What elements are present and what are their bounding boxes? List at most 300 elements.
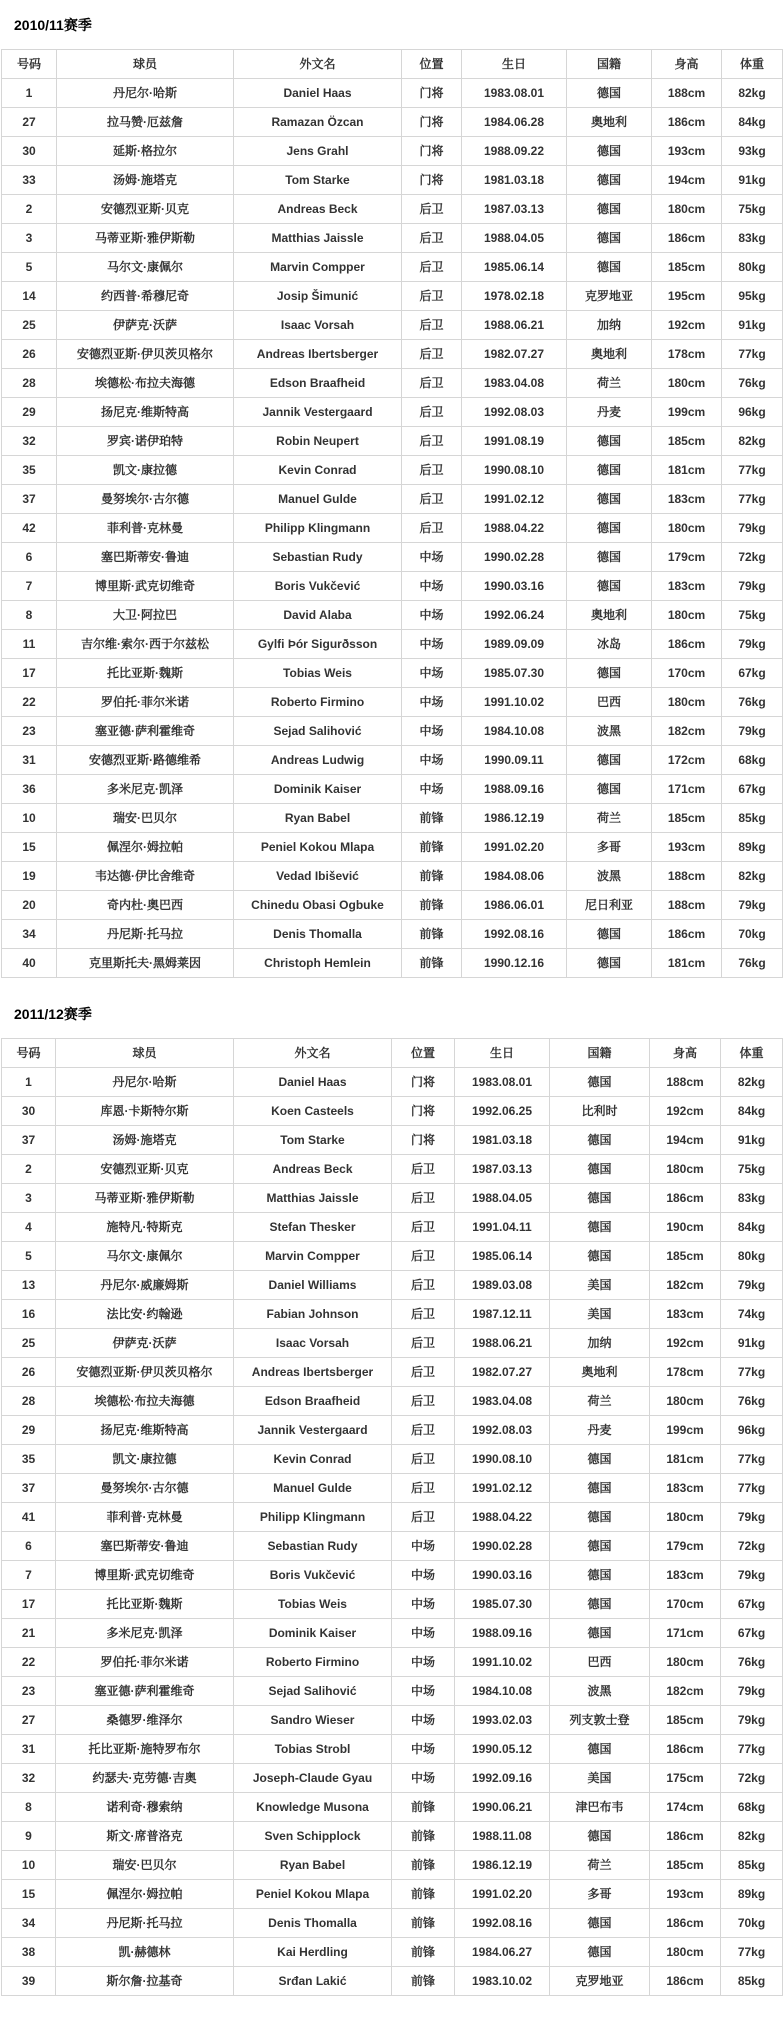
cell-number: 29 xyxy=(2,1416,56,1445)
cell-foreign-name: Andreas Beck xyxy=(234,195,402,224)
cell-player-name: 瑞安·巴贝尔 xyxy=(56,1851,234,1880)
cell-height: 186cm xyxy=(652,224,722,253)
cell-player-name: 菲利普·克林曼 xyxy=(56,1503,234,1532)
table-row xyxy=(2,1590,783,1619)
cell-height: 180cm xyxy=(650,1155,721,1184)
cell-birthday: 1987.12.11 xyxy=(455,1300,550,1329)
table-row xyxy=(2,572,783,601)
cell-weight: 84kg xyxy=(721,1213,783,1242)
cell-foreign-name: Matthias Jaissle xyxy=(234,224,402,253)
cell-height: 180cm xyxy=(652,601,722,630)
cell-number: 16 xyxy=(2,1300,56,1329)
cell-foreign-name: Koen Casteels xyxy=(234,1097,392,1126)
cell-height: 183cm xyxy=(650,1561,721,1590)
cell-height: 186cm xyxy=(652,920,722,949)
cell-nationality: 德国 xyxy=(567,543,652,572)
cell-foreign-name: Tobias Weis xyxy=(234,659,402,688)
cell-weight: 91kg xyxy=(722,166,783,195)
cell-foreign-name: Joseph-Claude Gyau xyxy=(234,1764,392,1793)
cell-weight: 77kg xyxy=(722,340,783,369)
cell-weight: 75kg xyxy=(722,195,783,224)
cell-number: 17 xyxy=(2,659,57,688)
cell-position: 后卫 xyxy=(392,1474,455,1503)
table-row xyxy=(2,1155,783,1184)
cell-birthday: 1986.06.01 xyxy=(462,891,567,920)
cell-nationality: 德国 xyxy=(550,1213,650,1242)
cell-height: 182cm xyxy=(650,1677,721,1706)
cell-position: 后卫 xyxy=(402,369,462,398)
table-row xyxy=(2,630,783,659)
table-row xyxy=(2,369,783,398)
cell-weight: 70kg xyxy=(722,920,783,949)
cell-player-name: 托比亚斯·魏斯 xyxy=(56,1590,234,1619)
cell-foreign-name: Gylfi Þór Sigurðsson xyxy=(234,630,402,659)
table-row xyxy=(2,1387,783,1416)
cell-nationality: 德国 xyxy=(567,746,652,775)
cell-height: 188cm xyxy=(652,79,722,108)
cell-height: 185cm xyxy=(650,1706,721,1735)
cell-weight: 82kg xyxy=(722,862,783,891)
cell-nationality: 德国 xyxy=(550,1068,650,1097)
table-row xyxy=(2,514,783,543)
cell-position: 后卫 xyxy=(402,485,462,514)
cell-foreign-name: Edson Braafheid xyxy=(234,369,402,398)
cell-number: 25 xyxy=(2,1329,56,1358)
cell-weight: 82kg xyxy=(722,427,783,456)
cell-birthday: 1986.12.19 xyxy=(455,1851,550,1880)
cell-weight: 79kg xyxy=(722,717,783,746)
cell-nationality: 奥地利 xyxy=(567,601,652,630)
cell-position: 前锋 xyxy=(392,1793,455,1822)
cell-height: 170cm xyxy=(650,1590,721,1619)
cell-number: 10 xyxy=(2,1851,56,1880)
cell-height: 186cm xyxy=(652,630,722,659)
cell-birthday: 1984.06.27 xyxy=(455,1938,550,1967)
cell-weight: 91kg xyxy=(722,311,783,340)
cell-foreign-name: Manuel Gulde xyxy=(234,485,402,514)
cell-number: 37 xyxy=(2,1474,56,1503)
cell-player-name: 凯文·康拉德 xyxy=(57,456,234,485)
col-header-foreign-name: 外文名 xyxy=(234,1039,392,1068)
cell-height: 192cm xyxy=(650,1097,721,1126)
cell-foreign-name: Denis Thomalla xyxy=(234,920,402,949)
table-row xyxy=(2,804,783,833)
cell-birthday: 1987.03.13 xyxy=(462,195,567,224)
cell-nationality: 荷兰 xyxy=(567,369,652,398)
cell-foreign-name: Philipp Klingmann xyxy=(234,1503,392,1532)
cell-player-name: 法比安·约翰逊 xyxy=(56,1300,234,1329)
cell-number: 4 xyxy=(2,1213,56,1242)
cell-height: 185cm xyxy=(652,804,722,833)
cell-number: 22 xyxy=(2,1648,56,1677)
cell-position: 后卫 xyxy=(392,1300,455,1329)
cell-player-name: 奇内杜·奥巴西 xyxy=(57,891,234,920)
cell-weight: 96kg xyxy=(721,1416,783,1445)
cell-nationality: 德国 xyxy=(567,485,652,514)
cell-nationality: 克罗地亚 xyxy=(550,1967,650,1996)
cell-player-name: 马尔文·康佩尔 xyxy=(57,253,234,282)
cell-position: 中场 xyxy=(392,1677,455,1706)
cell-height: 180cm xyxy=(650,1387,721,1416)
cell-number: 1 xyxy=(2,1068,56,1097)
cell-nationality: 美国 xyxy=(550,1300,650,1329)
cell-position: 前锋 xyxy=(402,949,462,978)
table-row xyxy=(2,1967,783,1996)
cell-number: 26 xyxy=(2,1358,56,1387)
cell-nationality: 德国 xyxy=(567,253,652,282)
cell-foreign-name: Christoph Hemlein xyxy=(234,949,402,978)
cell-height: 186cm xyxy=(650,1822,721,1851)
cell-weight: 72kg xyxy=(722,543,783,572)
cell-number: 23 xyxy=(2,1677,56,1706)
cell-height: 182cm xyxy=(650,1271,721,1300)
cell-height: 180cm xyxy=(652,514,722,543)
cell-position: 前锋 xyxy=(392,1851,455,1880)
cell-number: 30 xyxy=(2,1097,56,1126)
cell-position: 后卫 xyxy=(402,282,462,311)
cell-nationality: 加纳 xyxy=(550,1329,650,1358)
cell-position: 后卫 xyxy=(392,1387,455,1416)
cell-player-name: 安德烈亚斯·伊贝茨贝格尔 xyxy=(56,1358,234,1387)
cell-foreign-name: Kai Herdling xyxy=(234,1938,392,1967)
cell-number: 8 xyxy=(2,1793,56,1822)
table-row xyxy=(2,1126,783,1155)
cell-number: 8 xyxy=(2,601,57,630)
cell-number: 38 xyxy=(2,1938,56,1967)
cell-height: 180cm xyxy=(650,1648,721,1677)
cell-player-name: 约瑟夫·克劳德·吉奥 xyxy=(56,1764,234,1793)
cell-weight: 84kg xyxy=(721,1097,783,1126)
cell-position: 前锋 xyxy=(402,920,462,949)
cell-player-name: 丹尼斯·托马拉 xyxy=(57,920,234,949)
cell-nationality: 列支敦士登 xyxy=(550,1706,650,1735)
table-row xyxy=(2,1445,783,1474)
cell-weight: 79kg xyxy=(722,572,783,601)
cell-birthday: 1990.03.16 xyxy=(462,572,567,601)
table-row xyxy=(2,1532,783,1561)
table-row xyxy=(2,1416,783,1445)
cell-nationality: 德国 xyxy=(567,195,652,224)
cell-weight: 74kg xyxy=(721,1300,783,1329)
cell-player-name: 桑德罗·维泽尔 xyxy=(56,1706,234,1735)
cell-foreign-name: Ramazan Özcan xyxy=(234,108,402,137)
cell-weight: 70kg xyxy=(721,1909,783,1938)
table-row xyxy=(2,543,783,572)
cell-birthday: 1992.08.03 xyxy=(462,398,567,427)
cell-birthday: 1990.03.16 xyxy=(455,1561,550,1590)
cell-nationality: 加纳 xyxy=(567,311,652,340)
cell-birthday: 1992.06.24 xyxy=(462,601,567,630)
cell-foreign-name: Robin Neupert xyxy=(234,427,402,456)
cell-birthday: 1989.09.09 xyxy=(462,630,567,659)
cell-height: 178cm xyxy=(652,340,722,369)
squad-table-2011-12 xyxy=(1,1038,783,1996)
cell-nationality: 德国 xyxy=(550,1619,650,1648)
col-header-birthday: 生日 xyxy=(455,1039,550,1068)
table-row xyxy=(2,1097,783,1126)
cell-number: 17 xyxy=(2,1590,56,1619)
col-header-height: 身高 xyxy=(650,1039,721,1068)
cell-height: 181cm xyxy=(650,1445,721,1474)
col-header-weight: 体重 xyxy=(722,50,783,79)
cell-birthday: 1978.02.18 xyxy=(462,282,567,311)
cell-nationality: 德国 xyxy=(550,1474,650,1503)
cell-player-name: 菲利普·克林曼 xyxy=(57,514,234,543)
cell-position: 后卫 xyxy=(392,1271,455,1300)
cell-height: 179cm xyxy=(652,543,722,572)
cell-weight: 68kg xyxy=(722,746,783,775)
cell-position: 中场 xyxy=(402,630,462,659)
table-row xyxy=(2,224,783,253)
cell-nationality: 德国 xyxy=(550,1938,650,1967)
table-row xyxy=(2,1938,783,1967)
cell-weight: 85kg xyxy=(721,1967,783,1996)
table-row xyxy=(2,1793,783,1822)
cell-foreign-name: Andreas Ibertsberger xyxy=(234,340,402,369)
cell-nationality: 波黑 xyxy=(567,717,652,746)
col-header-weight: 体重 xyxy=(721,1039,783,1068)
cell-player-name: 塞巴斯蒂安·鲁迪 xyxy=(56,1532,234,1561)
cell-position: 中场 xyxy=(402,572,462,601)
cell-foreign-name: Daniel Haas xyxy=(234,79,402,108)
cell-birthday: 1991.02.12 xyxy=(455,1474,550,1503)
cell-player-name: 塞巴斯蒂安·鲁迪 xyxy=(57,543,234,572)
cell-foreign-name: Isaac Vorsah xyxy=(234,311,402,340)
cell-foreign-name: Ryan Babel xyxy=(234,1851,392,1880)
cell-position: 前锋 xyxy=(392,1880,455,1909)
cell-birthday: 1988.04.05 xyxy=(462,224,567,253)
table-row xyxy=(2,920,783,949)
cell-birthday: 1992.06.25 xyxy=(455,1097,550,1126)
cell-position: 中场 xyxy=(392,1561,455,1590)
cell-number: 31 xyxy=(2,746,57,775)
cell-player-name: 扬尼克·维斯特高 xyxy=(57,398,234,427)
cell-height: 185cm xyxy=(652,427,722,456)
cell-nationality: 德国 xyxy=(567,79,652,108)
cell-player-name: 伊萨克·沃萨 xyxy=(56,1329,234,1358)
cell-number: 28 xyxy=(2,1387,56,1416)
cell-height: 186cm xyxy=(650,1184,721,1213)
cell-birthday: 1991.10.02 xyxy=(455,1648,550,1677)
col-header-height: 身高 xyxy=(652,50,722,79)
cell-foreign-name: Jens Grahl xyxy=(234,137,402,166)
cell-number: 13 xyxy=(2,1271,56,1300)
cell-birthday: 1990.09.11 xyxy=(462,746,567,775)
table-row xyxy=(2,746,783,775)
cell-weight: 77kg xyxy=(721,1358,783,1387)
cell-foreign-name: Ryan Babel xyxy=(234,804,402,833)
table-row xyxy=(2,1619,783,1648)
cell-number: 34 xyxy=(2,920,57,949)
cell-position: 后卫 xyxy=(392,1242,455,1271)
cell-weight: 93kg xyxy=(722,137,783,166)
table-row xyxy=(2,1271,783,1300)
cell-foreign-name: Daniel Haas xyxy=(234,1068,392,1097)
cell-birthday: 1985.07.30 xyxy=(462,659,567,688)
cell-nationality: 巴西 xyxy=(567,688,652,717)
cell-birthday: 1988.09.16 xyxy=(462,775,567,804)
cell-birthday: 1991.02.20 xyxy=(455,1880,550,1909)
cell-birthday: 1983.04.08 xyxy=(462,369,567,398)
cell-height: 193cm xyxy=(652,833,722,862)
cell-height: 188cm xyxy=(652,891,722,920)
table-row xyxy=(2,1242,783,1271)
cell-birthday: 1984.08.06 xyxy=(462,862,567,891)
cell-birthday: 1990.05.12 xyxy=(455,1735,550,1764)
cell-birthday: 1983.10.02 xyxy=(455,1967,550,1996)
cell-height: 192cm xyxy=(650,1329,721,1358)
cell-birthday: 1988.04.05 xyxy=(455,1184,550,1213)
table-row xyxy=(2,1648,783,1677)
cell-nationality: 德国 xyxy=(567,137,652,166)
cell-number: 1 xyxy=(2,79,57,108)
cell-foreign-name: David Alaba xyxy=(234,601,402,630)
cell-nationality: 尼日利亚 xyxy=(567,891,652,920)
cell-birthday: 1990.08.10 xyxy=(455,1445,550,1474)
cell-foreign-name: Matthias Jaissle xyxy=(234,1184,392,1213)
cell-number: 27 xyxy=(2,108,57,137)
cell-player-name: 佩涅尔·姆拉帕 xyxy=(57,833,234,862)
cell-birthday: 1992.08.16 xyxy=(462,920,567,949)
cell-number: 39 xyxy=(2,1967,56,1996)
cell-player-name: 克里斯托夫·黑姆莱因 xyxy=(57,949,234,978)
cell-position: 中场 xyxy=(392,1764,455,1793)
cell-height: 170cm xyxy=(652,659,722,688)
cell-height: 183cm xyxy=(652,572,722,601)
cell-nationality: 德国 xyxy=(550,1155,650,1184)
cell-nationality: 德国 xyxy=(567,659,652,688)
cell-foreign-name: Andreas Ludwig xyxy=(234,746,402,775)
cell-birthday: 1992.09.16 xyxy=(455,1764,550,1793)
cell-foreign-name: Boris Vukčević xyxy=(234,572,402,601)
cell-weight: 79kg xyxy=(722,514,783,543)
cell-player-name: 诺利奇·穆索纳 xyxy=(56,1793,234,1822)
cell-height: 199cm xyxy=(650,1416,721,1445)
cell-position: 后卫 xyxy=(402,427,462,456)
cell-nationality: 德国 xyxy=(567,949,652,978)
cell-foreign-name: Roberto Firmino xyxy=(234,1648,392,1677)
cell-weight: 80kg xyxy=(721,1242,783,1271)
cell-number: 9 xyxy=(2,1822,56,1851)
cell-player-name: 马蒂亚斯·雅伊斯勒 xyxy=(56,1184,234,1213)
table-row xyxy=(2,1880,783,1909)
cell-birthday: 1982.07.27 xyxy=(455,1358,550,1387)
cell-weight: 82kg xyxy=(721,1068,783,1097)
table-row xyxy=(2,1561,783,1590)
cell-weight: 83kg xyxy=(722,224,783,253)
cell-position: 前锋 xyxy=(402,891,462,920)
col-header-nationality: 国籍 xyxy=(567,50,652,79)
cell-nationality: 丹麦 xyxy=(550,1416,650,1445)
cell-birthday: 1984.06.28 xyxy=(462,108,567,137)
cell-foreign-name: Boris Vukčević xyxy=(234,1561,392,1590)
cell-nationality: 奥地利 xyxy=(550,1358,650,1387)
cell-player-name: 安德烈亚斯·贝克 xyxy=(56,1155,234,1184)
cell-foreign-name: Tom Starke xyxy=(234,1126,392,1155)
cell-birthday: 1991.02.12 xyxy=(462,485,567,514)
table-row xyxy=(2,1764,783,1793)
cell-birthday: 1990.08.10 xyxy=(462,456,567,485)
table-row xyxy=(2,253,783,282)
cell-birthday: 1981.03.18 xyxy=(455,1126,550,1155)
cell-player-name: 伊萨克·沃萨 xyxy=(57,311,234,340)
cell-birthday: 1989.03.08 xyxy=(455,1271,550,1300)
cell-height: 181cm xyxy=(652,456,722,485)
cell-position: 后卫 xyxy=(392,1445,455,1474)
cell-height: 183cm xyxy=(652,485,722,514)
cell-nationality: 比利时 xyxy=(550,1097,650,1126)
table-row xyxy=(2,862,783,891)
cell-position: 中场 xyxy=(402,601,462,630)
cell-weight: 79kg xyxy=(721,1677,783,1706)
cell-position: 后卫 xyxy=(392,1184,455,1213)
cell-position: 中场 xyxy=(392,1648,455,1677)
cell-player-name: 丹尼尔·哈斯 xyxy=(57,79,234,108)
cell-position: 后卫 xyxy=(402,514,462,543)
cell-foreign-name: Jannik Vestergaard xyxy=(234,1416,392,1445)
cell-foreign-name: Kevin Conrad xyxy=(234,456,402,485)
col-header-position: 位置 xyxy=(402,50,462,79)
table-row xyxy=(2,659,783,688)
cell-position: 中场 xyxy=(392,1735,455,1764)
table-row xyxy=(2,833,783,862)
cell-position: 后卫 xyxy=(392,1503,455,1532)
table-row xyxy=(2,1329,783,1358)
cell-weight: 79kg xyxy=(721,1561,783,1590)
cell-height: 180cm xyxy=(650,1503,721,1532)
cell-nationality: 冰岛 xyxy=(567,630,652,659)
cell-position: 中场 xyxy=(402,717,462,746)
cell-birthday: 1990.12.16 xyxy=(462,949,567,978)
cell-birthday: 1983.08.01 xyxy=(455,1068,550,1097)
season-title-2010-11: 2010/11赛季 xyxy=(14,17,92,33)
cell-height: 188cm xyxy=(650,1068,721,1097)
cell-player-name: 汤姆·施塔克 xyxy=(57,166,234,195)
cell-position: 中场 xyxy=(392,1532,455,1561)
cell-height: 182cm xyxy=(652,717,722,746)
cell-height: 171cm xyxy=(650,1619,721,1648)
cell-player-name: 瑞安·巴贝尔 xyxy=(57,804,234,833)
cell-weight: 76kg xyxy=(721,1387,783,1416)
cell-player-name: 马蒂亚斯·雅伊斯勒 xyxy=(57,224,234,253)
cell-player-name: 曼努埃尔·古尔德 xyxy=(57,485,234,514)
cell-height: 183cm xyxy=(650,1474,721,1503)
cell-nationality: 德国 xyxy=(550,1590,650,1619)
cell-birthday: 1990.02.28 xyxy=(455,1532,550,1561)
cell-height: 185cm xyxy=(652,253,722,282)
col-header-position: 位置 xyxy=(392,1039,455,1068)
cell-number: 10 xyxy=(2,804,57,833)
cell-weight: 77kg xyxy=(721,1938,783,1967)
cell-weight: 77kg xyxy=(721,1445,783,1474)
table-row xyxy=(2,688,783,717)
cell-foreign-name: Jannik Vestergaard xyxy=(234,398,402,427)
cell-weight: 77kg xyxy=(722,456,783,485)
cell-player-name: 安德烈亚斯·路德维希 xyxy=(57,746,234,775)
cell-foreign-name: Sven Schipplock xyxy=(234,1822,392,1851)
cell-weight: 67kg xyxy=(721,1619,783,1648)
cell-foreign-name: Sejad Salihović xyxy=(234,717,402,746)
cell-player-name: 凯·赫德林 xyxy=(56,1938,234,1967)
cell-player-name: 多米尼克·凯泽 xyxy=(57,775,234,804)
table-row xyxy=(2,1184,783,1213)
table-row xyxy=(2,949,783,978)
table-row xyxy=(2,340,783,369)
cell-player-name: 曼努埃尔·古尔德 xyxy=(56,1474,234,1503)
col-header-birthday: 生日 xyxy=(462,50,567,79)
cell-player-name: 罗伯托·菲尔米诺 xyxy=(57,688,234,717)
cell-number: 27 xyxy=(2,1706,56,1735)
